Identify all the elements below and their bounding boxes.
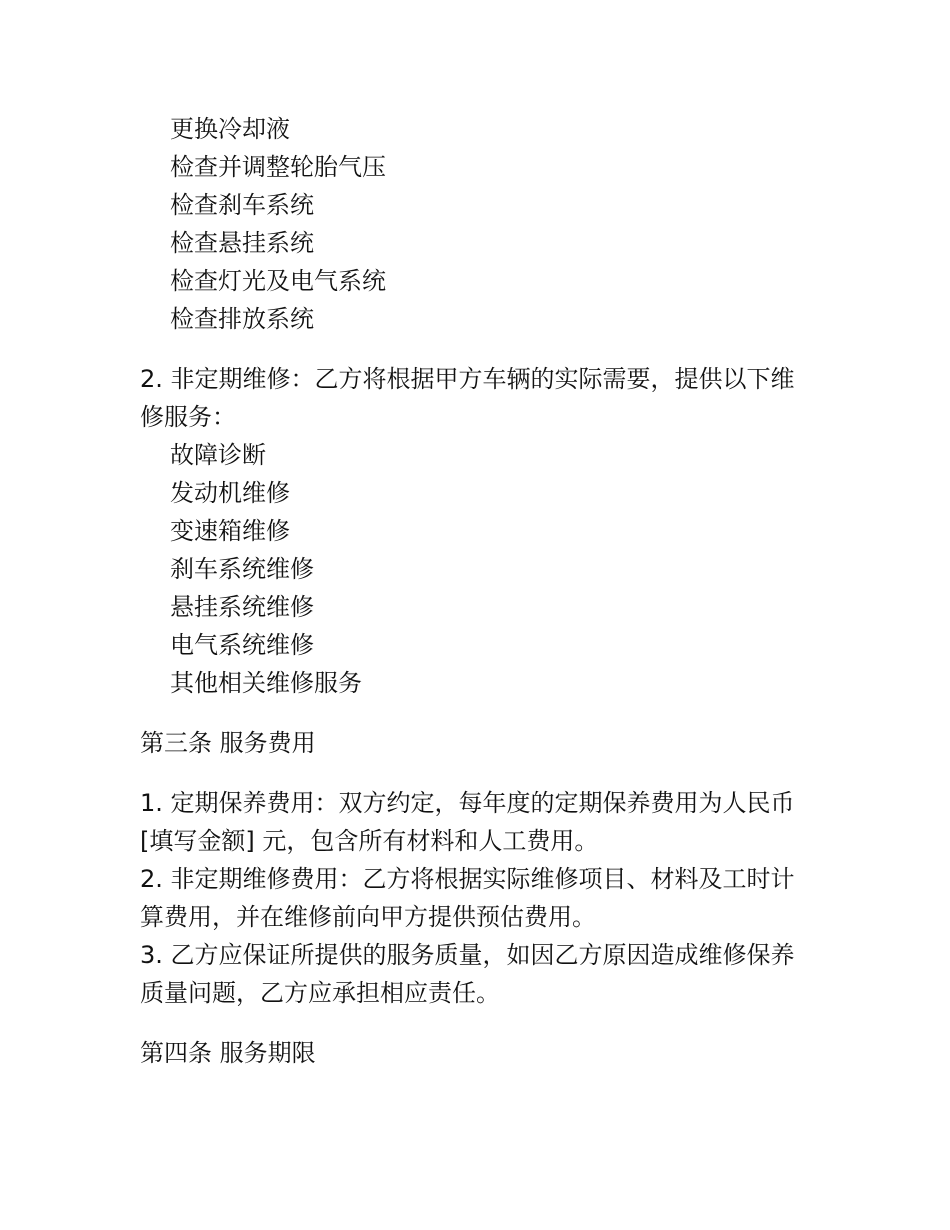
article-3-clause-3: 3. 乙方应保证所提供的服务质量，如因乙方原因造成维修保养质量问题，乙方应承担相应责任。 [140,941,795,1007]
list-item: 刹车系统维修 [170,555,314,583]
spacer [140,1012,800,1034]
spacer [140,338,800,360]
non-scheduled-intro: 2. 非定期维修：乙方将根据甲方车辆的实际需要，提供以下维修服务： [140,365,795,431]
list-item: 电气系统维修 [170,631,314,659]
maintenance-item-list [140,110,800,338]
document-body [140,110,800,1072]
list-item: 检查并调整轮胎气压 [170,153,386,181]
article-3-clause-2: 2. 非定期维修费用：乙方将根据实际维修项目、材料及工时计算费用，并在维修前向甲方提供预估费用。 [140,865,795,931]
list-item: 变速箱维修 [170,517,290,545]
list-item: 检查灯光及电气系统 [170,267,386,295]
list-item: 检查悬挂系统 [170,229,314,257]
list-item: 检查排放系统 [170,305,314,333]
list-item: 其他相关维修服务 [170,669,362,697]
list-item: 悬挂系统维修 [170,593,314,621]
spacer [140,762,800,784]
article-3-title: 第三条 服务费用 [140,729,316,757]
list-item: 故障诊断 [170,441,266,469]
spacer [140,702,800,724]
list-item: 发动机维修 [170,479,290,507]
repair-service-list [140,436,800,702]
list-item: 检查刹车系统 [170,191,314,219]
article-4-title: 第四条 服务期限 [140,1039,316,1067]
article-3-clause-1: 1. 定期保养费用：双方约定，每年度的定期保养费用为人民币 [填写金额] 元，包含所有材料和人工费用。 [140,789,795,855]
list-item: 更换冷却液 [170,115,290,143]
